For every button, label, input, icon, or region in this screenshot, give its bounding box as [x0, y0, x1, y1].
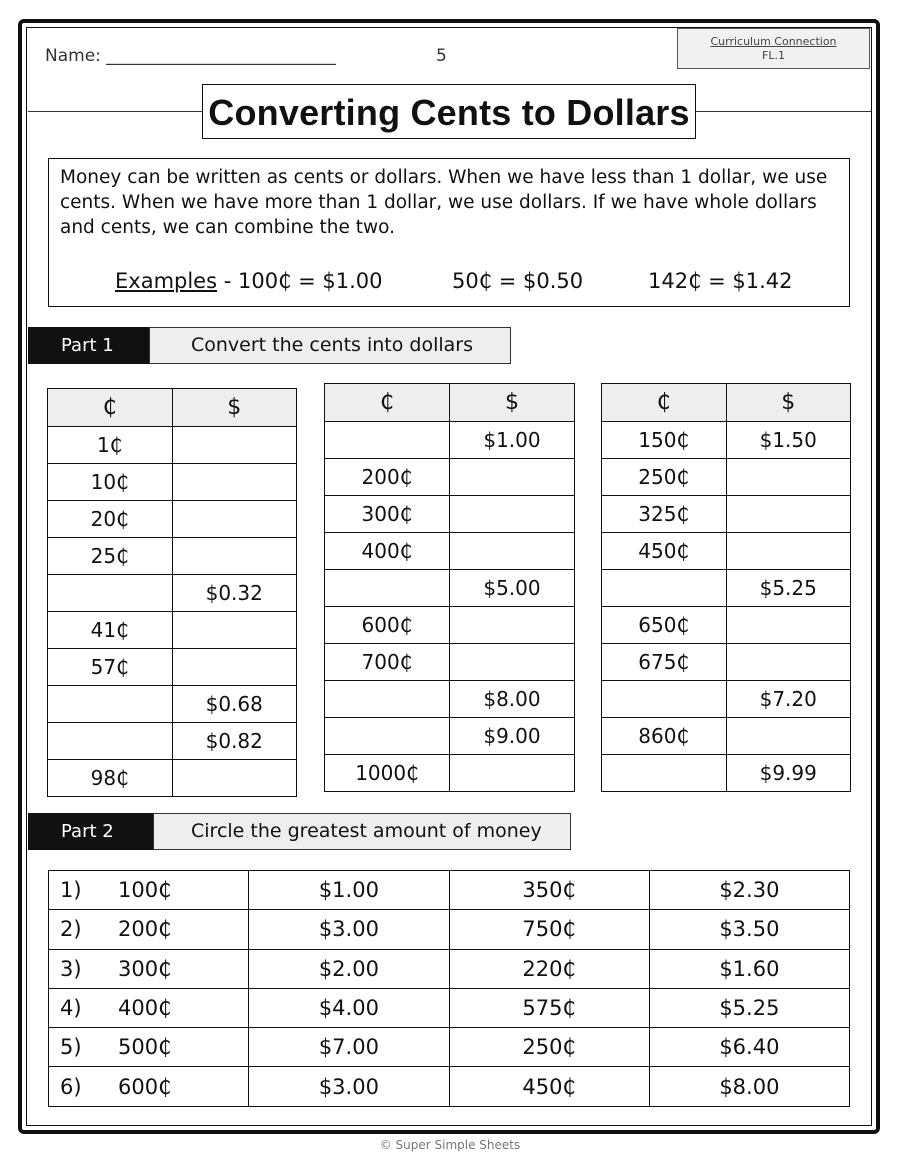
cents-cell: 675₵	[602, 644, 727, 681]
dollars-cell[interactable]	[172, 538, 297, 575]
dollars-cell[interactable]	[726, 496, 851, 533]
table-row	[48, 612, 297, 649]
table-header-row	[602, 384, 851, 422]
part1-table-1	[47, 388, 297, 797]
table-row	[602, 644, 851, 681]
intro-box	[48, 158, 850, 307]
compare-cell[interactable]: $3.00	[249, 1067, 449, 1106]
table-row	[325, 607, 575, 644]
compare-cell[interactable]: $6.40	[649, 1028, 849, 1067]
dollars-cell[interactable]	[172, 649, 297, 686]
dollars-cell[interactable]	[172, 612, 297, 649]
dollars-cell: $0.68	[172, 686, 297, 723]
dollars-cell[interactable]	[726, 607, 851, 644]
compare-cell[interactable]: 575₵	[449, 988, 649, 1027]
cents-cell: 600₵	[325, 607, 450, 644]
examples-row	[49, 269, 849, 297]
question-number: 2)	[60, 917, 82, 942]
dollars-cell: $1.50	[726, 422, 851, 459]
cents-cell: 450₵	[602, 533, 727, 570]
part1-instruction: Convert the cents into dollars	[149, 327, 511, 364]
amount-value: 200₵	[118, 917, 172, 942]
dollars-cell[interactable]	[450, 607, 575, 644]
cents-cell: 1₵	[48, 427, 173, 464]
table-row	[602, 607, 851, 644]
dollars-cell: $5.25	[726, 570, 851, 607]
dollars-header: $	[172, 389, 297, 427]
cents-cell: 250₵	[602, 459, 727, 496]
table-row	[48, 723, 297, 760]
compare-row	[49, 1067, 850, 1106]
part2-bar	[28, 813, 571, 850]
table-row	[48, 649, 297, 686]
cents-cell[interactable]	[325, 570, 450, 607]
table-row	[602, 422, 851, 459]
table-row	[602, 496, 851, 533]
compare-cell[interactable]: 750₵	[449, 910, 649, 949]
compare-cell[interactable]: 450₵	[449, 1067, 649, 1106]
cents-cell[interactable]	[325, 718, 450, 755]
cents-cell: 98₵	[48, 760, 173, 797]
dollars-header: $	[726, 384, 851, 422]
dollars-cell[interactable]	[450, 755, 575, 792]
intro-text: Money can be written as cents or dollars. When we have less than 1 dollar, we use cents. When we have more than 1 dollar, we use dollars. If we have whole dollars and cents, we can combine the two.	[60, 167, 828, 238]
cents-cell: 41₵	[48, 612, 173, 649]
dollars-cell[interactable]	[726, 718, 851, 755]
compare-cell[interactable]: $3.50	[649, 910, 849, 949]
table-row	[325, 422, 575, 459]
amount-value: 400₵	[118, 996, 172, 1021]
curriculum-connection-title: Curriculum Connection	[710, 35, 837, 48]
table-row	[48, 575, 297, 612]
cents-header: ₵	[48, 389, 173, 427]
compare-row	[49, 910, 850, 949]
cents-cell[interactable]	[602, 681, 727, 718]
cents-cell[interactable]	[325, 681, 450, 718]
compare-cell[interactable]: $1.60	[649, 949, 849, 988]
cents-cell: 1000₵	[325, 755, 450, 792]
examples-label-group	[115, 269, 383, 293]
example-1: - 100₵ = $1.00	[223, 269, 383, 293]
compare-cell[interactable]: $8.00	[649, 1067, 849, 1106]
table-row	[48, 464, 297, 501]
table-row	[325, 533, 575, 570]
table-row	[48, 427, 297, 464]
part1-table-3	[601, 383, 851, 792]
compare-cell[interactable]: 220₵	[449, 949, 649, 988]
cents-cell[interactable]	[602, 570, 727, 607]
dollars-cell: $1.00	[450, 422, 575, 459]
dollars-cell[interactable]	[726, 533, 851, 570]
table-header-row	[325, 384, 575, 422]
dollars-cell: $8.00	[450, 681, 575, 718]
question-number: 5)	[60, 1035, 82, 1060]
dollars-cell: $9.00	[450, 718, 575, 755]
table-row	[325, 570, 575, 607]
question-number: 1)	[60, 878, 82, 903]
dollars-cell: $7.20	[726, 681, 851, 718]
compare-cell[interactable]	[49, 1067, 249, 1106]
dollars-cell[interactable]	[172, 464, 297, 501]
compare-cell[interactable]: $5.25	[649, 988, 849, 1027]
question-number: 4)	[60, 996, 82, 1021]
dollars-cell[interactable]	[172, 501, 297, 538]
cents-cell: 150₵	[602, 422, 727, 459]
cents-cell: 400₵	[325, 533, 450, 570]
dollars-cell: $0.82	[172, 723, 297, 760]
cents-header: ₵	[325, 384, 450, 422]
dollars-cell[interactable]	[172, 427, 297, 464]
cents-cell[interactable]	[48, 686, 173, 723]
amount-value: 300₵	[118, 956, 172, 981]
dollars-cell[interactable]	[450, 644, 575, 681]
table-row	[602, 533, 851, 570]
dollars-cell[interactable]	[450, 496, 575, 533]
cents-cell[interactable]	[602, 755, 727, 792]
cents-header: ₵	[602, 384, 727, 422]
cents-cell: 200₵	[325, 459, 450, 496]
table-row	[48, 501, 297, 538]
table-row	[325, 496, 575, 533]
curriculum-code: FL.1	[762, 49, 785, 62]
cents-cell: 700₵	[325, 644, 450, 681]
table-row	[325, 718, 575, 755]
compare-cell[interactable]: $7.00	[249, 1028, 449, 1067]
dollars-cell[interactable]	[726, 644, 851, 681]
part1-table-2	[324, 383, 575, 792]
dollars-cell[interactable]	[450, 533, 575, 570]
compare-cell[interactable]	[49, 871, 249, 910]
table-row	[602, 681, 851, 718]
dollars-cell: $0.32	[172, 575, 297, 612]
part2-instruction: Circle the greatest amount of money	[153, 813, 571, 850]
table-row	[48, 686, 297, 723]
dollars-header: $	[450, 384, 575, 422]
compare-cell[interactable]: $4.00	[249, 988, 449, 1027]
dollars-cell[interactable]	[172, 760, 297, 797]
dollars-cell[interactable]	[450, 459, 575, 496]
compare-row	[49, 988, 850, 1027]
compare-cell[interactable]	[49, 988, 249, 1027]
compare-row	[49, 871, 850, 910]
compare-row	[49, 1028, 850, 1067]
table-row	[325, 644, 575, 681]
table-row	[48, 760, 297, 797]
compare-row	[49, 949, 850, 988]
compare-cell[interactable]	[49, 1028, 249, 1067]
compare-cell[interactable]: 250₵	[449, 1028, 649, 1067]
part1-bar	[28, 327, 511, 364]
examples-label: Examples	[115, 269, 218, 293]
table-row	[325, 755, 575, 792]
worksheet-title: Converting Cents to Dollars	[202, 84, 696, 139]
table-row	[602, 718, 851, 755]
cents-cell: 325₵	[602, 496, 727, 533]
table-row	[325, 459, 575, 496]
cents-cell: 57₵	[48, 649, 173, 686]
amount-value: 100₵	[118, 878, 172, 903]
table-row	[48, 538, 297, 575]
table-row	[325, 681, 575, 718]
compare-cell[interactable]: $1.00	[249, 871, 449, 910]
cents-cell: 860₵	[602, 718, 727, 755]
compare-cell[interactable]	[49, 910, 249, 949]
compare-cell[interactable]: $3.00	[249, 910, 449, 949]
cents-cell: 300₵	[325, 496, 450, 533]
table-row	[602, 570, 851, 607]
compare-cell[interactable]	[49, 949, 249, 988]
curriculum-connection-box	[677, 28, 870, 69]
compare-cell[interactable]: $2.00	[249, 949, 449, 988]
part2-tag: Part 2	[28, 813, 154, 850]
cents-cell: 25₵	[48, 538, 173, 575]
example-2: 50₵ = $0.50	[452, 269, 584, 293]
compare-cell[interactable]: 350₵	[449, 871, 649, 910]
cents-cell[interactable]	[48, 723, 173, 760]
cents-cell[interactable]	[325, 422, 450, 459]
dollars-cell: $5.00	[450, 570, 575, 607]
name-field-label: Name: ___________________________	[45, 46, 336, 66]
part2-compare-table	[48, 870, 850, 1107]
table-row	[602, 459, 851, 496]
cents-cell: 10₵	[48, 464, 173, 501]
cents-cell: 20₵	[48, 501, 173, 538]
dollars-cell[interactable]	[726, 459, 851, 496]
dollars-cell: $9.99	[726, 755, 851, 792]
table-row	[602, 755, 851, 792]
table-header-row	[48, 389, 297, 427]
part1-tag: Part 1	[28, 327, 150, 364]
footer-copyright: © Super Simple Sheets	[379, 1138, 521, 1152]
example-3: 142₵ = $1.42	[648, 269, 793, 293]
amount-value: 600₵	[118, 1074, 172, 1099]
cents-cell: 650₵	[602, 607, 727, 644]
cents-cell[interactable]	[48, 575, 173, 612]
question-number: 6)	[60, 1074, 82, 1099]
compare-cell[interactable]: $2.30	[649, 871, 849, 910]
question-number: 3)	[60, 956, 82, 981]
amount-value: 500₵	[118, 1035, 172, 1060]
page-number: 5	[436, 46, 447, 66]
